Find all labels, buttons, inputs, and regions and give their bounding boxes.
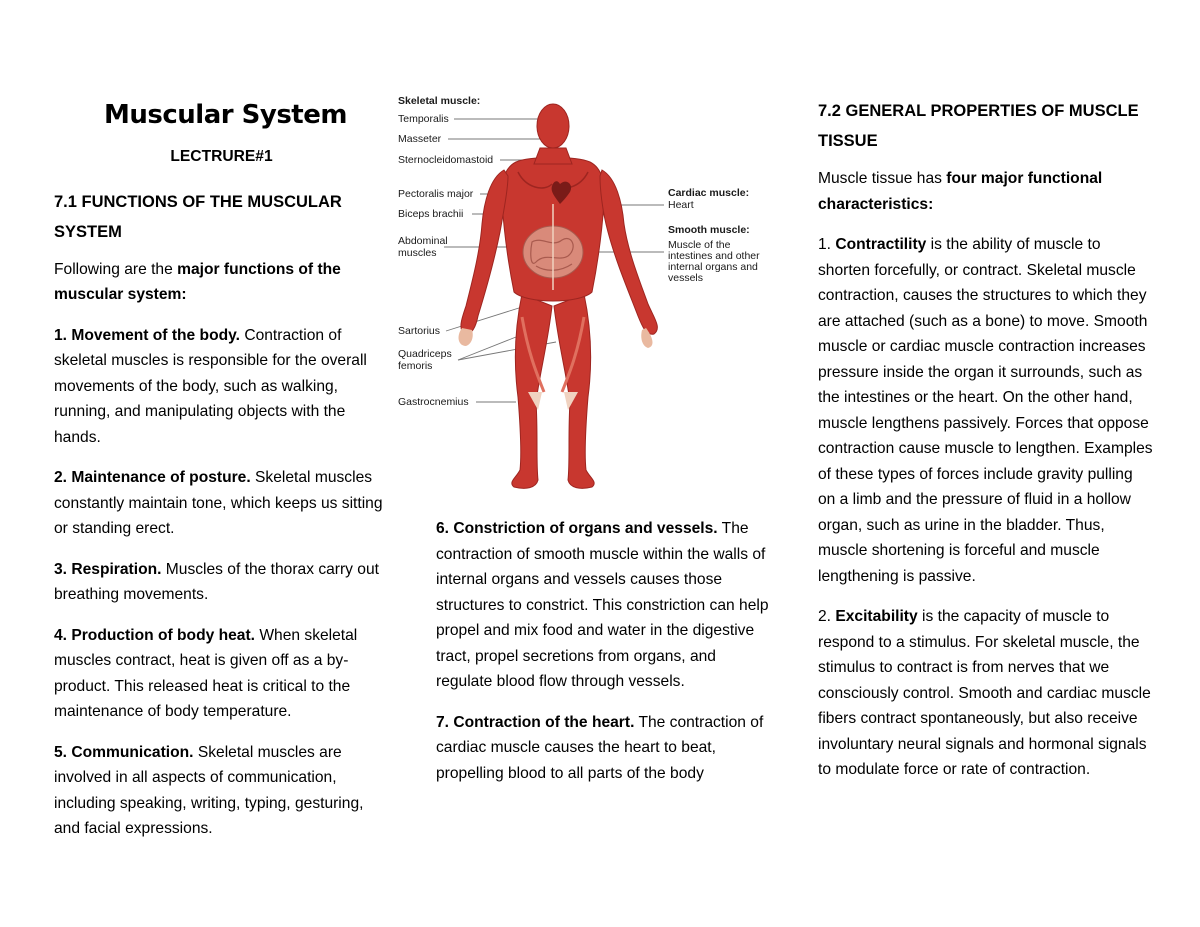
lecture-label: LECTRURE#1 bbox=[170, 148, 273, 165]
label-masseter: Masseter bbox=[398, 133, 442, 145]
label-pectoralis-major: Pectoralis major bbox=[398, 188, 474, 200]
label-heart: Heart bbox=[668, 199, 694, 211]
column-middle bbox=[436, 516, 776, 801]
property-contractility: 1. Contractility is the ability of muscle to shorten forcefully, or contract. Skeletal muscle contraction, causes the structures to which they are attached (such as a bone) to move. Smooth muscle or cardiac muscle contraction increases pressure inside the organ it surrounds, such as the intestines or the heart. On the other hand, muscle lengthens passively. Forces that oppose contraction cause muscle to lengthen. Examples of these types of forces include gravity pulling on a limb and the pressure of fluid in a hollow organ, such as urine in the bladder. Thus, muscle shortening is forceful and muscle lengthening is passive. bbox=[818, 236, 1153, 585]
label-temporalis: Temporalis bbox=[398, 113, 449, 125]
column-right bbox=[818, 96, 1153, 798]
label-smooth-line-3: internal organs and bbox=[668, 261, 758, 273]
functions-intro: Following are the major functions of the muscular system: bbox=[54, 260, 341, 303]
property-excitability: 2. Excitability is the capacity of muscle to respond to a stimulus. For skeletal muscle, the stimulus to contract is from nerves that we consciously control. Smooth and cardiac muscle fibers contract spontaneously, but also receive involuntary neural signals and hormonal signals to modulate force or rate of contraction. bbox=[818, 608, 1151, 778]
label-skeletal-heading: Skeletal muscle: bbox=[398, 95, 481, 107]
section-heading-functions: 7.1 FUNCTIONS OF THE MUSCULAR SYSTEM bbox=[54, 192, 342, 241]
function-item-3: 3. Respiration. Muscles of the thorax carry out breathing movements. bbox=[54, 560, 379, 603]
function-item-6: 6. Constriction of organs and vessels. The contraction of smooth muscle within the walls of internal organs and vessels causes those structures to constrict. This constriction can help propel and mix food and water in the digestive tract, propel secretions from organs, and regulate blood flow through vessels. bbox=[436, 520, 769, 690]
label-abdominal: Abdominal bbox=[398, 235, 448, 247]
label-smooth-line-1: Muscle of the bbox=[668, 239, 731, 251]
function-item-2: 2. Maintenance of posture. Skeletal muscles constantly maintain tone, which keeps us sitting or standing erect. bbox=[54, 469, 383, 537]
function-item-4: 4. Production of body heat. When skeletal muscles contract, heat is given off as a by-product. This released heat is critical to the maintenance of body temperature. bbox=[54, 626, 358, 720]
function-item-1: 1. Movement of the body. Contraction of skeletal muscles is responsible for the overall movements of the body, such as walking, running, and manipulating objects with the hands. bbox=[54, 326, 367, 446]
label-femoris: femoris bbox=[398, 360, 433, 372]
figure-labels-right bbox=[668, 187, 760, 284]
function-item-7: 7. Contraction of the heart. The contraction of cardiac muscle causes the heart to beat, propelling blood to all parts of the body bbox=[436, 713, 764, 782]
label-quadriceps: Quadriceps bbox=[398, 348, 452, 360]
label-muscles: muscles bbox=[398, 247, 437, 259]
label-biceps-brachii: Biceps brachii bbox=[398, 208, 464, 220]
label-cardiac-heading: Cardiac muscle: bbox=[668, 187, 750, 199]
document-title: Muscular System bbox=[104, 100, 347, 130]
label-sternocleidomastoid: Sternocleidomastoid bbox=[398, 154, 494, 166]
function-item-5: 5. Communication. Skeletal muscles are involved in all aspects of communication, including speaking, writing, typing, gesturing, and facial expressions. bbox=[54, 743, 364, 837]
label-smooth-line-2: intestines and other bbox=[668, 250, 760, 262]
label-smooth-line-4: vessels bbox=[668, 272, 704, 284]
properties-intro: Muscle tissue has four major functional characteristics: bbox=[818, 170, 1103, 213]
label-sartorius: Sartorius bbox=[398, 325, 441, 337]
label-gastrocnemius: Gastrocnemius bbox=[398, 396, 469, 408]
section-heading-properties: 7.2 GENERAL PROPERTIES OF MUSCLE TISSUE bbox=[818, 102, 1139, 150]
label-smooth-heading: Smooth muscle: bbox=[668, 224, 750, 236]
muscular-system-figure bbox=[396, 92, 768, 500]
column-left bbox=[54, 96, 389, 857]
